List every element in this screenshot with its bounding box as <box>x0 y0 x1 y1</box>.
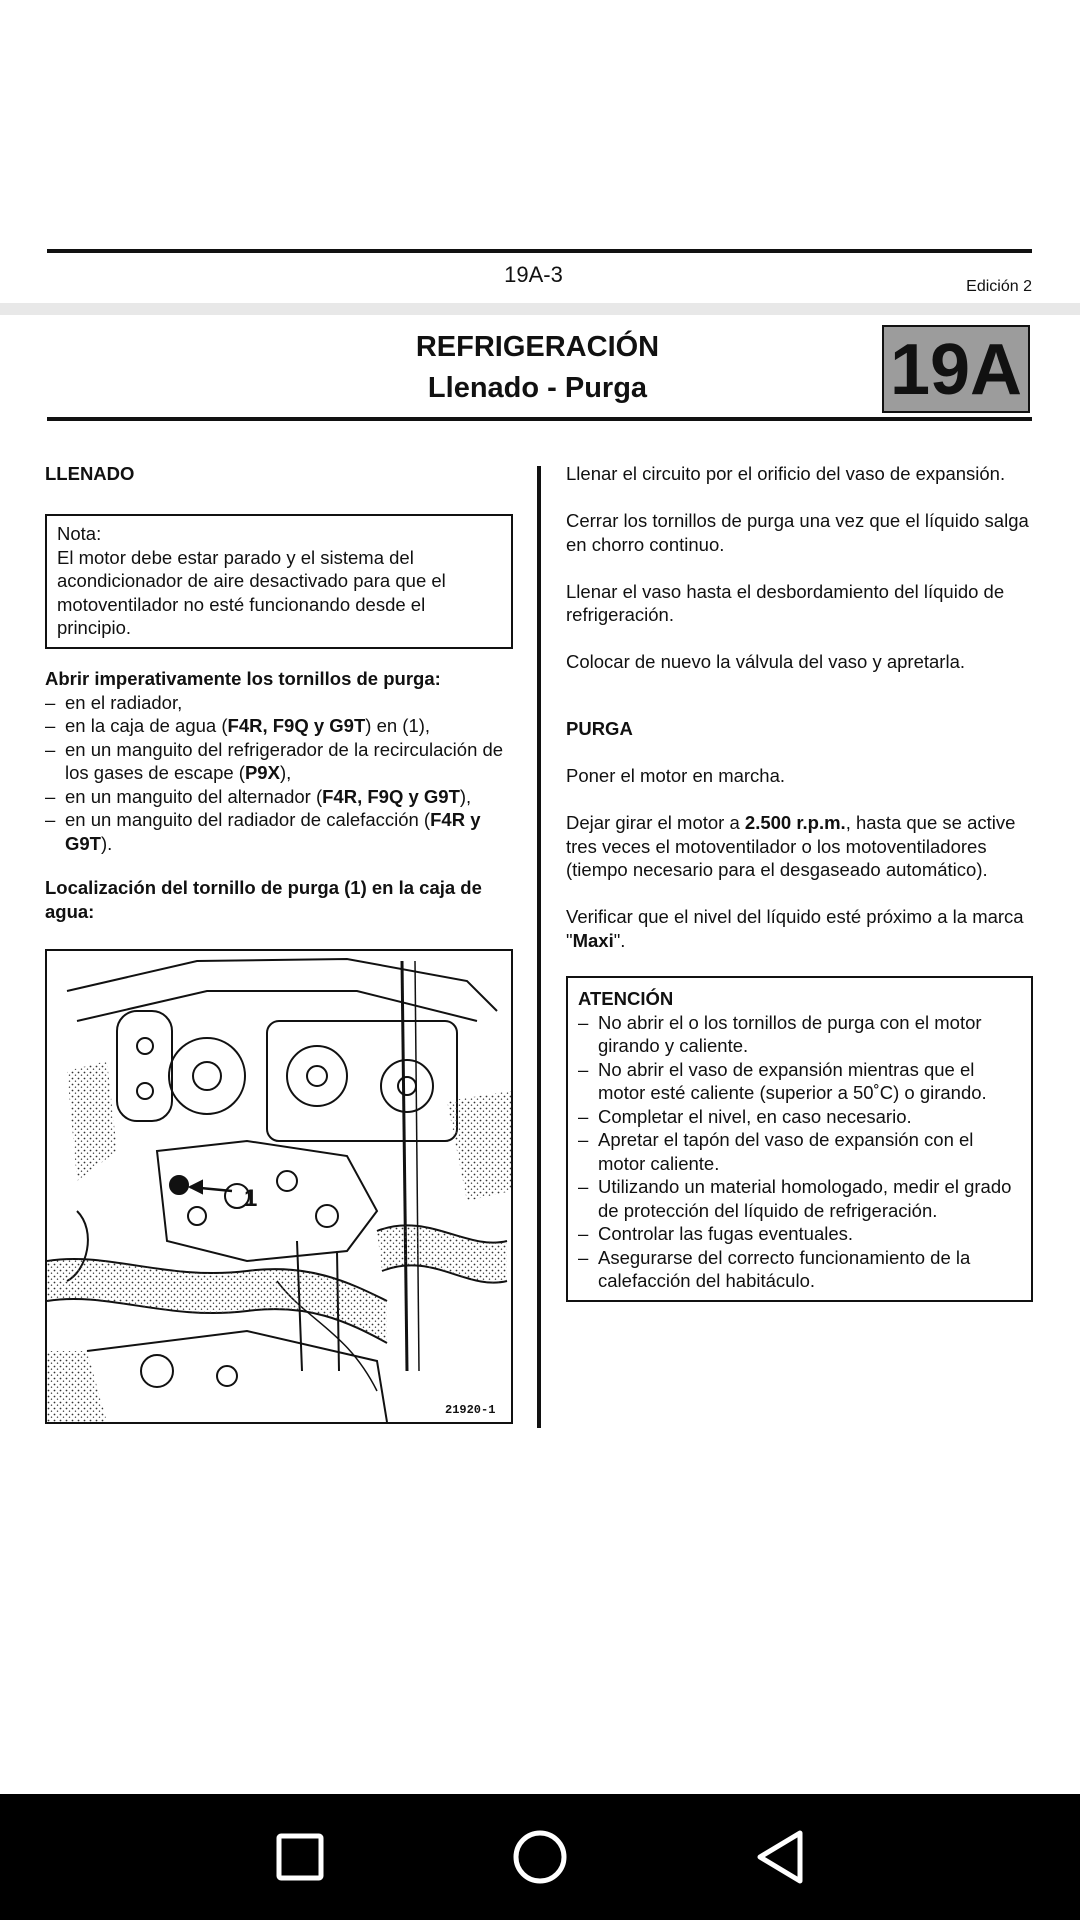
note-text: El motor debe estar parado y el sistema del acondicionador de aire desactivado para que el motoventilador no esté funcionando desde el principio. <box>57 546 446 638</box>
circle-icon <box>510 1827 570 1887</box>
list-item: – en un manguito del alternador (F4R, F9Q y G9T), <box>45 785 513 809</box>
warning-title: ATENCIÓN <box>578 988 674 1009</box>
fill-steps <box>566 462 1032 674</box>
location-heading: Localización del tornillo de purga (1) en la caja de agua: <box>45 877 482 922</box>
fill-heading: LLENADO <box>45 463 135 484</box>
purge-heading: PURGA <box>566 718 633 739</box>
fill-step: Llenar el circuito por el orificio del vaso de expansión. <box>566 463 1006 484</box>
list-item: – Utilizando un material homologado, medir el grado de protección del líquido de refrigeración. <box>578 1175 1021 1222</box>
fill-step: Cerrar los tornillos de purga una vez que el líquido salga en chorro continuo. <box>566 510 1029 555</box>
engine-figure <box>45 949 513 1424</box>
purge-screws-section <box>45 667 513 855</box>
note-label: Nota: <box>57 523 102 544</box>
figure-callout: 1 <box>244 1185 258 1212</box>
engine-drawing-icon <box>47 951 511 1422</box>
list-item: – Controlar las fugas eventuales. <box>578 1222 1021 1246</box>
list-item: – Completar el nivel, en caso necesario. <box>578 1105 1021 1129</box>
recents-button[interactable] <box>240 1794 360 1920</box>
triangle-back-icon <box>750 1827 810 1887</box>
header-bottom-rule <box>47 417 1032 421</box>
list-item: – en la caja de agua (F4R, F9Q y G9T) en (1), <box>45 714 513 738</box>
warning-list <box>578 1011 1021 1293</box>
purge-screws-heading: Abrir imperativamente los tornillos de purga: <box>45 668 441 689</box>
header-top-rule <box>47 249 1032 253</box>
section-badge: 19A <box>882 325 1030 413</box>
list-item: – Apretar el tapón del vaso de expansión con el motor caliente. <box>578 1128 1021 1175</box>
square-icon <box>270 1827 330 1887</box>
list-item: – en un manguito del radiador de calefacción (F4R y G9T). <box>45 808 513 855</box>
purge-steps <box>566 764 1032 952</box>
page-separator <box>0 303 1080 315</box>
purge-screws-list <box>45 691 513 856</box>
back-button[interactable] <box>720 1794 840 1920</box>
page-subtitle: Llenado - Purga <box>427 372 648 404</box>
list-item: – en un manguito del refrigerador de la recirculación de los gases de escape (P9X), <box>45 738 513 785</box>
list-item: – Asegurarse del correcto funcionamiento de la calefacción del habitáculo. <box>578 1246 1021 1293</box>
purge-step: Verificar que el nivel del líquido esté próximo a la marca "Maxi". <box>566 906 1024 951</box>
list-item: – en el radiador, <box>45 691 513 715</box>
purge-step: Poner el motor en marcha. <box>566 765 786 786</box>
warning-box <box>566 976 1033 1302</box>
home-button[interactable] <box>480 1794 600 1920</box>
edition-label: Edición 2 <box>966 278 1032 295</box>
list-item: – No abrir el vaso de expansión mientras que el motor esté caliente (superior a 50˚C) o girando. <box>578 1058 1021 1105</box>
purge-step: Dejar girar el motor a 2.500 r.p.m., hasta que se active tres veces el motoventilador o los motoventiladores (tiempo necesario para el desgaseado automático). <box>566 812 1016 880</box>
page-title: REFRIGERACIÓN <box>415 331 660 363</box>
page-number: 19A-3 <box>504 262 563 287</box>
list-item: – No abrir el o los tornillos de purga con el motor girando y caliente. <box>578 1011 1021 1058</box>
fill-step: Llenar el vaso hasta el desbordamiento del líquido de refrigeración. <box>566 580 1005 625</box>
figure-code: 21920-1 <box>445 1403 496 1417</box>
column-divider <box>537 466 541 1428</box>
fill-step: Colocar de nuevo la válvula del vaso y apretarla. <box>566 651 966 672</box>
navigation-bar <box>0 1794 1080 1920</box>
note-box <box>45 514 513 649</box>
